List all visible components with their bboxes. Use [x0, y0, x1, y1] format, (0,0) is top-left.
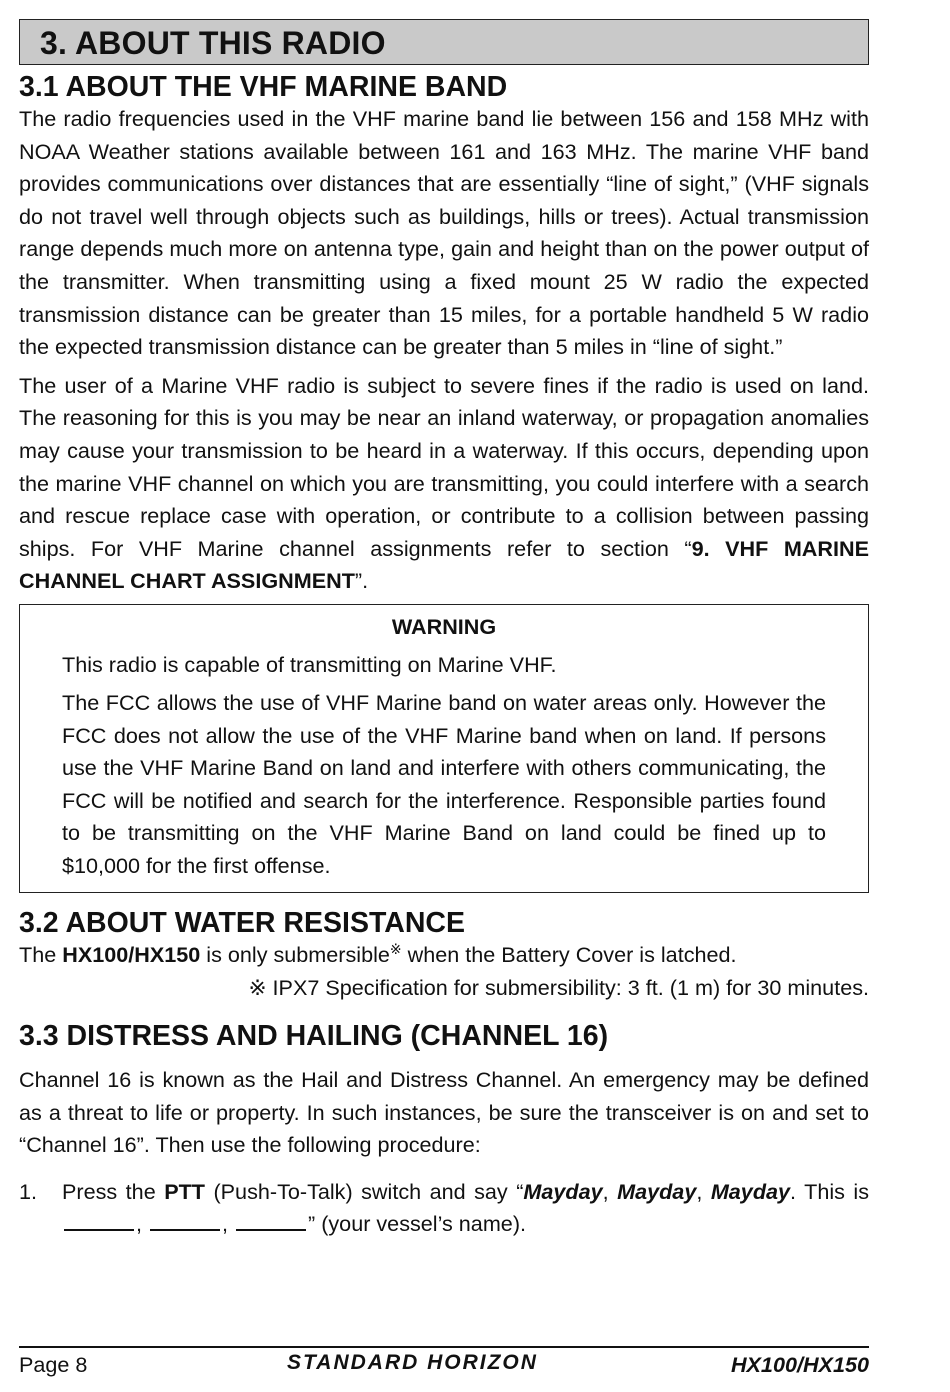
warning-paragraph: The FCC allows the use of VHF Marine band on water areas only. However the FCC does not allow the use of the VHF Marine band when on land. If persons use the VHF Marine Band on land and interfere with others communicating, the FCC will be notified and search for the interference. Responsible parties found to be transmitting on the VHF Marine Band on land could be fined up to $10,000 for the first offense. — [62, 690, 826, 878]
warning-box — [19, 604, 869, 894]
paragraph-land-use: The user of a Marine VHF radio is subject to severe fines if the radio is used on land. The reasoning for this is you may be near an inland waterway, or propagation anomalies may cause your transmission to be heard in a waterway. If this occurs, depending upon the marine VHF channel on which you are transmitting, you could interfere with a search and rescue replace case with operation, or contribute to a collision between passing ships. For VHF Marine channel assignments refer to section “9. VHF MARINE CHANNEL CHART ASSIGNMENT”. — [19, 372, 869, 594]
paragraph-water-resistance: The HX100/HX150 is only submersible※ when the Battery Cover is latched. — [19, 941, 737, 968]
page — [19, 19, 869, 1241]
list-text: Press the PTT (Push-To-Talk) switch and say “Mayday, Mayday, Mayday. This is , , ” (your vessel’s name). — [62, 1178, 869, 1237]
warning-line-1: This radio is capable of transmitting on Marine VHF. — [62, 651, 557, 677]
footer-rule — [19, 1346, 869, 1348]
blank-line-2 — [150, 1211, 220, 1231]
section-reference: 9. VHF MARINE CHANNEL CHART ASSIGNMENT — [19, 535, 869, 594]
list-number: 1. — [19, 1178, 38, 1204]
ptt-label: PTT — [164, 1178, 205, 1204]
blank-line-3 — [236, 1211, 306, 1231]
brand-logo: STANDARD HORIZON — [287, 1351, 538, 1374]
mayday-2: Mayday — [617, 1178, 697, 1204]
section-heading-3-1: 3.1 ABOUT THE VHF MARINE BAND — [19, 71, 508, 103]
paragraph-vhf-band: The radio frequencies used in the VHF marine band lie between 156 and 158 MHz with NOAA Weather stations available between 161 and 163 MHz. The marine VHF band provides communications over distances that are essentially “line of sight,” (VHF signals do not travel well through objects such as buildings, hills or trees). Actual transmission range depends much more on antenna type, gain and height than on the power output of the transmitter. When transmitting using a fixed mount 25 W radio the expected transmission distance can be greater than 15 miles, for a portable handheld 5 W radio the expected transmission distance can be greater than 5 miles in “line of sight.” — [19, 106, 869, 360]
mayday-1: Mayday — [523, 1178, 603, 1204]
ipx7-note: ※ IPX7 Specification for submersibility: 3 ft. (1 m) for 30 minutes. — [248, 975, 869, 1000]
model-name: HX100/HX150 — [62, 942, 201, 968]
page-number: Page 8 — [19, 1352, 88, 1377]
section-heading-3-3: 3.3 DISTRESS AND HAILING (CHANNEL 16) — [19, 1020, 609, 1052]
footnote-mark: ※ — [389, 941, 402, 958]
section-heading-3-2: 3.2 ABOUT WATER RESISTANCE — [19, 907, 466, 940]
footer-model: HX100/HX150 — [730, 1352, 869, 1377]
paragraph-channel-16: Channel 16 is known as the Hail and Distress Channel. An emergency may be defined as a threat to life or property. In such instances, be sure the transceiver is on and set to “Channel 16”. Then use the following procedure: — [19, 1067, 869, 1158]
warning-title: WARNING — [391, 613, 497, 639]
footer — [19, 1350, 869, 1382]
blank-line-1 — [64, 1211, 134, 1231]
chapter-title: 3. ABOUT THIS RADIO — [19, 19, 869, 65]
mayday-3: Mayday — [710, 1178, 791, 1204]
list-item — [19, 1176, 869, 1241]
